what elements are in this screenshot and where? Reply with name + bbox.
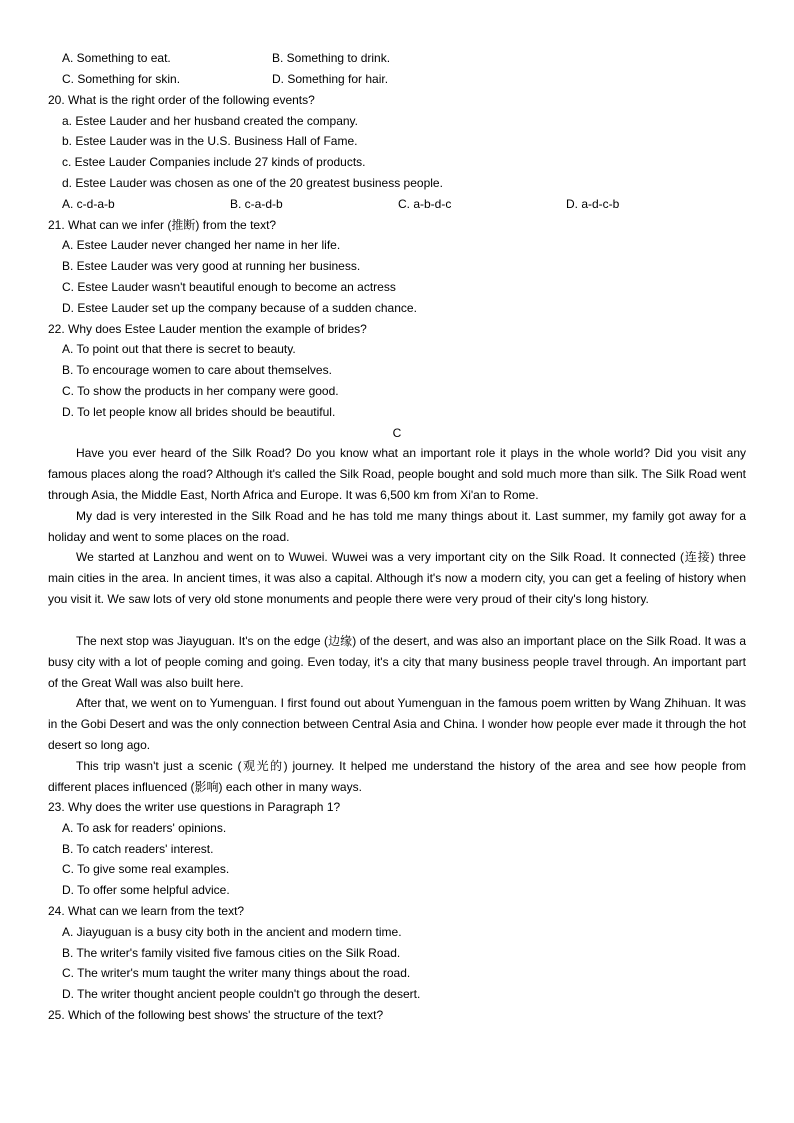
- q20-event-d: d. Estee Lauder was chosen as one of the 20 greatest business people.: [62, 176, 443, 190]
- passage-paragraph-1: Have you ever heard of the Silk Road? Do you know what an important role it plays in the whole world? Did you visit any famous places along the road? Although it's called the Silk Road, people bought and sold much more than silk. The Silk Road went through Asia, the Middle East, North Africa and Europe. It was 6,500 km from Xi'an to Rome.: [48, 446, 746, 502]
- q21-option-a: A. Estee Lauder never changed her name in her life.: [62, 238, 341, 252]
- q20-option-c: C. a-b-d-c: [398, 197, 452, 211]
- q22-option-d: D. To let people know all brides should be beautiful.: [62, 405, 336, 419]
- q23-option-d: D. To offer some helpful advice.: [62, 883, 230, 897]
- passage-paragraph-2: My dad is very interested in the Silk Road and he has told me many things about it. Last summer, my family got away for a holiday and went to some places on the road.: [48, 509, 746, 544]
- q25-stem: 25. Which of the following best shows' the structure of the text?: [48, 1008, 384, 1022]
- q21-stem: 21. What can we infer (推断) from the text?: [48, 218, 277, 232]
- q21-option-d: D. Estee Lauder set up the company because of a sudden chance.: [62, 301, 417, 315]
- q24-stem: 24. What can we learn from the text?: [48, 904, 245, 918]
- q23-option-c: C. To give some real examples.: [62, 862, 230, 876]
- q22-stem: 22. Why does Estee Lauder mention the example of brides?: [48, 322, 367, 336]
- q20-option-d: D. a-d-c-b: [566, 197, 620, 211]
- q22-option-a: A. To point out that there is secret to beauty.: [62, 342, 296, 356]
- q24-option-a: A. Jiayuguan is a busy city both in the ancient and modern time.: [62, 925, 402, 939]
- q20-option-a: A. c-d-a-b: [62, 197, 115, 211]
- q20-event-b: b. Estee Lauder was in the U.S. Business Hall of Fame.: [62, 134, 358, 148]
- q20-event-a: a. Estee Lauder and her husband created the company.: [62, 114, 358, 128]
- passage-paragraph-5: After that, we went on to Yumenguan. I first found out about Yumenguan in the famous poem written by Wang Zhihuan. It was in the Gobi Desert and was the only connection between Central Asia and China. I wonder how people ever made it through the hot desert so long ago.: [48, 696, 746, 752]
- q19-option-b: B. Something to drink.: [272, 51, 391, 65]
- q20-stem: 20. What is the right order of the following events?: [48, 93, 315, 107]
- q19-option-a: A. Something to eat.: [62, 51, 171, 65]
- q22-option-c: C. To show the products in her company were good.: [62, 384, 339, 398]
- passage-paragraph-4: The next stop was Jiayuguan. It's on the edge (边缘) of the desert, and was also an important place on the Silk Road. It was a busy city with a lot of people coming and going. Even today, it's a city that many business people travel through. An important part of the Great Wall was also built here.: [48, 634, 746, 690]
- q21-option-c: C. Estee Lauder wasn't beautiful enough to become an actress: [62, 280, 396, 294]
- q19-option-d: D. Something for hair.: [272, 72, 389, 86]
- q23-stem: 23. Why does the writer use questions in Paragraph 1?: [48, 800, 341, 814]
- q22-option-b: B. To encourage women to care about themselves.: [62, 363, 332, 377]
- q24-option-b: B. The writer's family visited five famous cities on the Silk Road.: [62, 946, 401, 960]
- passage-paragraph-6: This trip wasn't just a scenic (观光的) journey. It helped me understand the history of the area and see how people from different places influenced (影响) each other in many ways.: [48, 759, 746, 794]
- q23-option-a: A. To ask for readers' opinions.: [62, 821, 227, 835]
- q23-option-b: B. To catch readers' interest.: [62, 842, 214, 856]
- q24-option-c: C. The writer's mum taught the writer many things about the road.: [62, 966, 411, 980]
- q20-event-c: c. Estee Lauder Companies include 27 kinds of products.: [62, 155, 366, 169]
- q20-option-b: B. c-a-d-b: [230, 197, 283, 211]
- passage-heading: C: [392, 426, 402, 440]
- q21-option-b: B. Estee Lauder was very good at running her business.: [62, 259, 361, 273]
- passage-paragraph-3: We started at Lanzhou and went on to Wuwei. Wuwei was a very important city on the Silk Road. It connected (连接) three main cities in the area. In ancient times, it was also a capital. Although it's now a modern city, you can get a feeling of history when you visit it. We saw lots of very old stone monuments and people there were very proud of their city's long history.: [48, 550, 746, 606]
- q24-option-d: D. The writer thought ancient people couldn't go through the desert.: [62, 987, 421, 1001]
- q19-option-c: C. Something for skin.: [62, 72, 181, 86]
